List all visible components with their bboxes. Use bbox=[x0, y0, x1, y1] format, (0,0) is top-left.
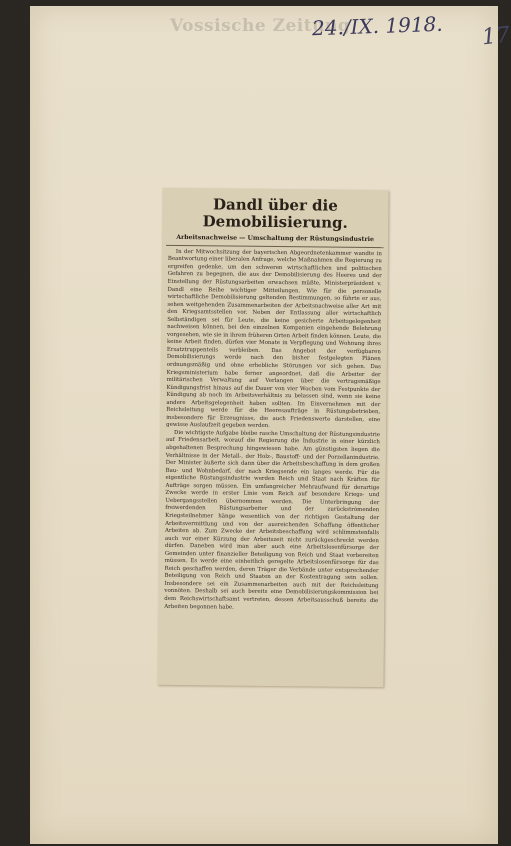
article-paragraph: Die wichtigste Aufgabe bleibe rasche Umschaltung der Rüstungsindustrie auf Friedensarbeit, worauf die Regierung die Industrie in einer kürzlich abgehaltenen Besprechung hingewiesen habe. Am günstigsten liegen die Verhältnisse in der Metall-, der Holz-, Baustoff- und der Porzellanindustrie. Der Minister äußerte sich dann über die Arbeitsbeschaffung in dem großen Bau- und Wohnbedarf, der nach Kriegsende ein langes werde. Für die eigentliche Rüstungsindustrie werden Reich und Staat nach Kräften für Aufträge sorgen müssen. Ein umfangreicher Mehraufwand für derartige Zwecke werde in erster Linie vom Reich auf besondere Kriegs- und Uebergangsstellen übernommen werden. Die Unterbringung der freiwerdenden Rüstungsarbeiter und der zurückströmenden Kriegsteilnehmer hänge wesentlich von der richtigen Gestaltung der Arbeitsvermittlung und von der ausreichenden Schaffung öffentlicher Arbeiten ab. Zum Zwecke der Arbeitsbeschaffung wird schlimmstenfalls auch vor einer Kürzung der Arbeitszeit nicht zurückgeschreckt werden dürfen. Daneben wird man aber auch eine Arbeitslosenfürsorge der Gemeinden unter finanzieller Beteiligung von Reich und Staat vorbereiten müssen. Es werde eine einheitlich geregelte Arbeitslosenfürsorge für das Reich geschaffen werden, deren Träger die Verbände unter entsprechender Beteiligung von Reich und Staaten an der Kostentragung sein sollen. Insbesondere sei ein Zusammenarbeiten auch mit der Reichsleitung vonnöten. Deshalb sei auch bereits eine Demobilisierungskommission bei dem Reichswirtschaftsamt vertreten, dessen Arbeitsausschuß bereits die Arbeiten begonnen habe. bbox=[164, 429, 381, 611]
handwritten-date: 24./IX. 1918. bbox=[311, 11, 444, 41]
article-paragraph: In der Mitwochsitzung der bayerischen Abgeordnetenkammer wandte in Beantwortung einer liberalen Anfrage, welche Maßnahmen die Regierung zu ergreifen gedenke, um den schweren wirtschaftlichen und politischen Gefahren zu begegnen, die aus der Demobilisierung des Heeres und der Einstellung der Rüstungsarbeiten erwachsen müßte, Ministerpräsident v. Dandl eine Reihe wichtiger Mitteilungen. Wie für die personelle wirtschaftliche Demobilisierung geltenden Bestimmungen, so führte er aus, sehen weitgehenden Zusammenarbeiten der Arbeitsnachweise aller Art mit den Kriegsamtsstellen vor. Neben der Entlassung aller wirtschaftlich Selbständigen sei für Leute, die keine gesicherte Arbeitsgelegenheit nachweisen können, bei den einzelnen Kompanien eingehende Belehrung vorgesehen, wie sie in ihrem früheren Orten Arbeit finden können. Leute, die keine Arbeit finden, dürfen vier Monate in Verpflegung und Wohnung ihres Ersatztruppenteils verbleiben. Das Angebot der verfügbaren Demobilisierungs werde nach den bisher festgelegten Plänen ordnungsmäßig und ohne erhebliche Störungen vor sich gehen. Das Kriegsministerium habe ferner angeordnet, daß die Arbeiter der militärischen Verwaltung auf Verlangen über die vertragsmäßige Kündigungsfrist hinaus auf die Dauer von vier Wochen vom Festpunkte der Kündigung ab noch im Arbeitsverhältnis zu belassen sind, wenn sie keine andere Arbeitsgelegenheit haben sollten. Im Einvernehmen mit der Reichsleitung werde für die Heeresaufträge in Rüstungsbetrieben, insbesondere für Erzeugnisse, die auch Friedenswerte darstellen, eine gewisse Auslaufzeit gegeben werden. bbox=[166, 248, 382, 430]
archive-sheet bbox=[30, 6, 511, 844]
article-subtitle: Arbeitsnachweise — Umschaltung der Rüstungsindustrie bbox=[166, 235, 384, 248]
article-title: Dandl über die Demobilisierung. bbox=[202, 195, 348, 232]
newspaper-clipping bbox=[157, 188, 388, 687]
handwritten-page-number: 17 bbox=[480, 22, 511, 51]
newspaper-stamp: Vossische Zeitung bbox=[170, 16, 351, 36]
article-body bbox=[164, 249, 382, 613]
